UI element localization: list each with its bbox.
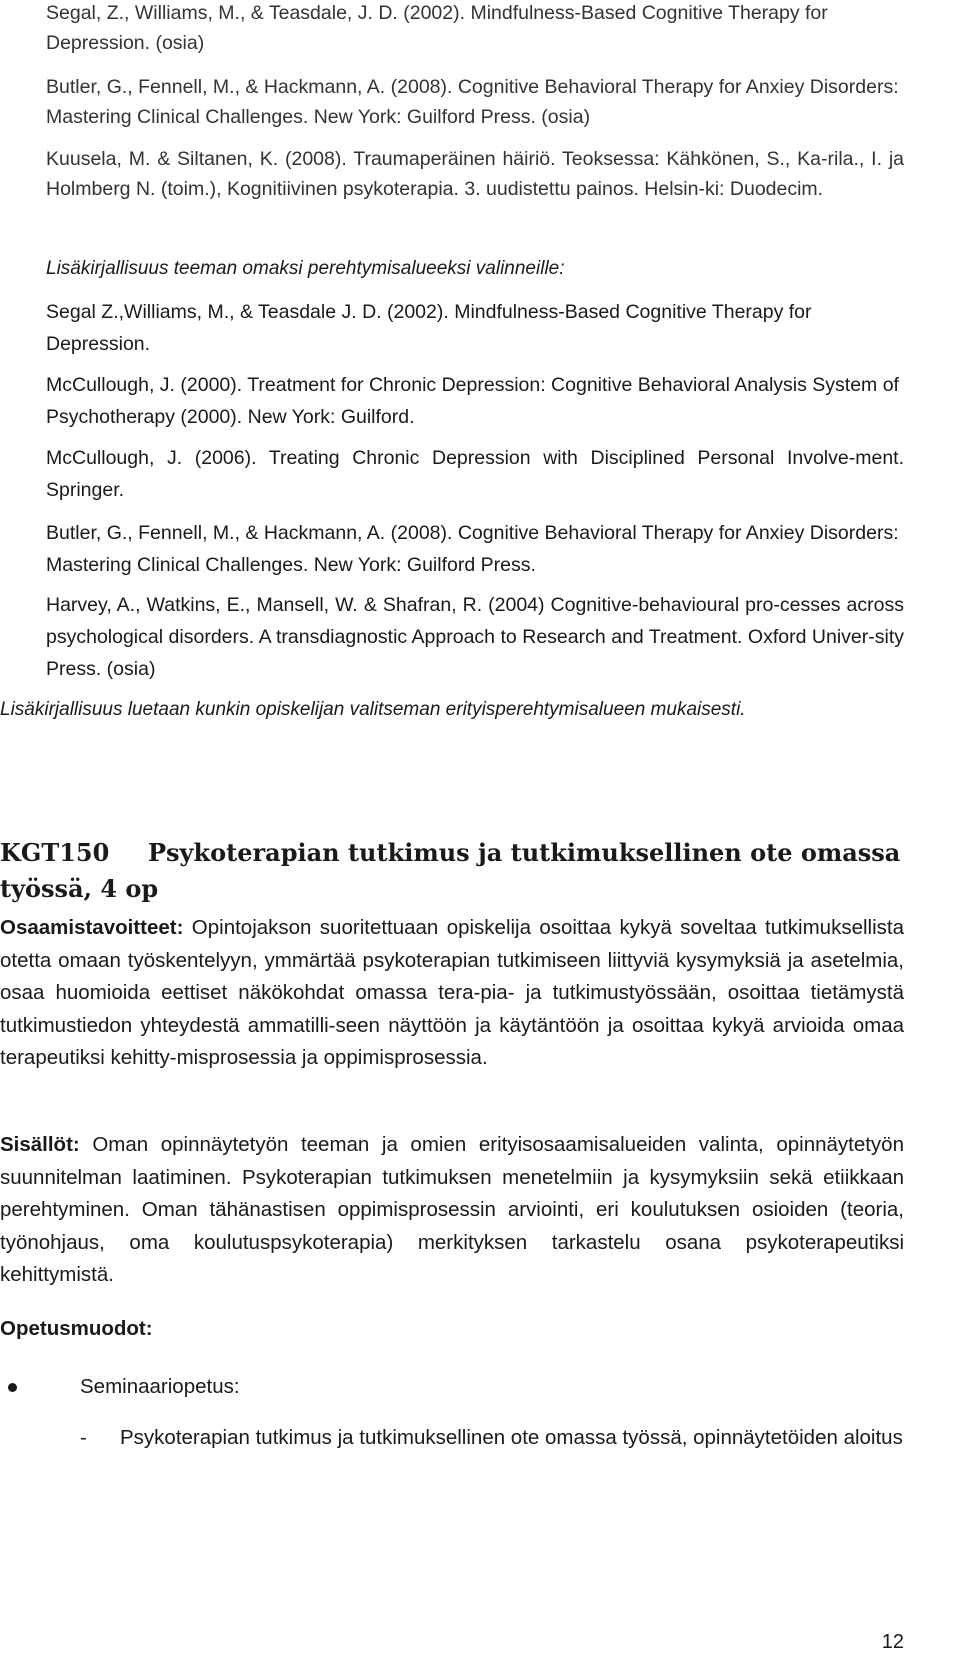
learning-outcomes-text: Opintojakson suoritettuaan opiskelija osoittaa kykyä soveltaa tutkimuksellista otetta omaan työskentelyyn, ymmärtää psykoterapian tutkimiseen liittyviä kysymyksiä ja asetelmia, osaa huomioida eettiset näkökohdat omassa tera-pia- ja tutkimustyössään, osoittaa tietämystä tutkimustiedon yhteydestä ammatilli-seen näyttöön ja käytäntöön ja osoittaa kykyä arvioida omaa terapeutiksi kehitty-misprosessia ja oppimisprosessia. xyxy=(0,916,904,1070)
extra-reference-butler: Butler, G., Fennell, M., & Hackmann, A. (2008). Cognitive Behavioral Therapy for Anxiey Disorders: Mastering Clinical Challenges. New York: Guilford Press. xyxy=(46,522,899,576)
extra-literature-note: Lisäkirjallisuus luetaan kunkin opiskelijan valitseman erityisperehtymisalueen mukaisesti. xyxy=(0,699,746,720)
course-heading xyxy=(0,835,904,907)
extra-reference-mccullough-2006: McCullough, J. (2006). Treating Chronic Depression with Disciplined Personal Involve-ment. Springer. xyxy=(46,447,904,501)
reference-butler-2008: Butler, G., Fennell, M., & Hackmann, A. (2008). Cognitive Behavioral Therapy for Anxiey Disorders: Mastering Clinical Challenges. New York: Guilford Press. (osia) xyxy=(46,76,899,128)
page-number: 12 xyxy=(881,1631,904,1653)
teaching-methods xyxy=(0,1313,904,1346)
extra-reference-segal: Segal Z.,Williams, M., & Teasdale J. D. (2002). Mindfulness-Based Cognitive Therapy for Depression. xyxy=(46,301,812,355)
seminar-topic: Psykoterapian tutkimus ja tutkimuksellinen ote omassa työssä, opinnäytetöiden aloitus xyxy=(120,1426,903,1449)
teaching-methods-label: Opetusmuodot: xyxy=(0,1317,153,1340)
extra-literature-heading: Lisäkirjallisuus teeman omaksi perehtymisalueeksi valinneille: xyxy=(46,258,565,279)
learning-outcomes xyxy=(0,912,904,1075)
bullet-dot-icon xyxy=(8,1383,17,1392)
contents xyxy=(0,1129,904,1292)
course-title: Psykoterapian tutkimus ja tutkimuksellinen ote omassa työssä, 4 op xyxy=(0,838,901,903)
reference-segal-2002: Segal, Z., Williams, M., & Teasdale, J. D. (2002). Mindfulness-Based Cognitive Therapy for Depression. (osia) xyxy=(46,2,828,54)
seminar-teaching-label: Seminaariopetus: xyxy=(80,1375,240,1398)
course-code: KGT150 xyxy=(0,838,110,867)
contents-text: Oman opinnäytetyön teeman ja omien erityisosaamisalueiden valinta, opinnäytetyön suunnitelman laatiminen. Psykoterapian tutkimuksen menetelmiin ja kysymyksiin sekä etiikkaan perehtyminen. Oman tähänastisen oppimisprosessin arviointi, eri koulutuksen osioiden (teoria, työnohjaus, oma koulutuspsykoterapia) merkityksen tarkastelu osana psykoterapeutiksi kehittymistä. xyxy=(0,1133,904,1287)
extra-reference-harvey: Harvey, A., Watkins, E., Mansell, W. & Shafran, R. (2004) Cognitive-behavioural pro-cesses across psychological disorders. A transdiagnostic Approach to Research and Treatment. Oxford Univer-sity Press. (osia) xyxy=(46,594,904,680)
extra-reference-mccullough-2000: McCullough, J. (2000). Treatment for Chronic Depression: Cognitive Behavioral Analysis System of Psychotherapy (2000). New York: Guilford. xyxy=(46,374,899,428)
teaching-bullet-item xyxy=(0,1371,904,1403)
learning-outcomes-label: Osaamistavoitteet: xyxy=(0,916,184,939)
dash-marker: - xyxy=(80,1426,87,1449)
contents-label: Sisällöt: xyxy=(0,1133,80,1156)
reference-kuusela-2008: Kuusela, M. & Siltanen, K. (2008). Traumaperäinen häiriö. Teoksessa: Kähkönen, S., Ka-rila., I. ja Holmberg N. (toim.), Kognitiivinen psykoterapia. 3. uudistettu painos. Helsin-ki: Duodecim. xyxy=(46,148,904,200)
